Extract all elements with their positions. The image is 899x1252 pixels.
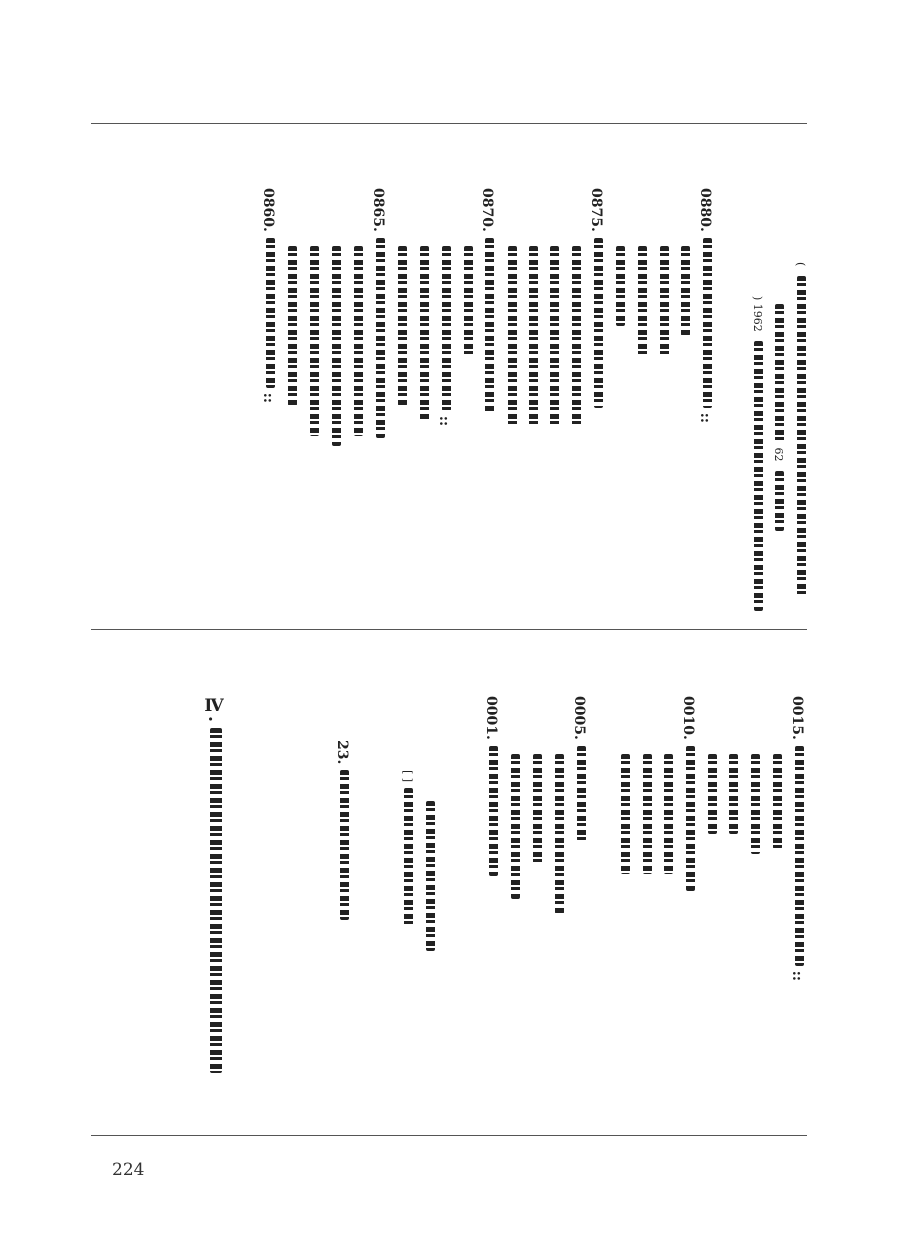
footnote-line-3: ) 1962 bbox=[752, 296, 763, 611]
verse-0012 bbox=[724, 748, 738, 834]
verse-0871 bbox=[503, 240, 517, 426]
verse-0005: 0005. bbox=[572, 696, 586, 841]
verse-0864 bbox=[349, 240, 363, 436]
bottom-rule bbox=[91, 1135, 807, 1136]
verse-0877 bbox=[633, 240, 647, 356]
middle-rule bbox=[91, 629, 807, 630]
verse-0873 bbox=[545, 240, 559, 426]
verse-0865: 0865. bbox=[371, 188, 385, 438]
verse-0878 bbox=[655, 240, 669, 356]
verse-0866 bbox=[393, 240, 407, 406]
footnote-line-1: ( bbox=[795, 262, 806, 596]
footnote-line-2: 62 bbox=[773, 298, 784, 531]
verse-0860: 0860. :: bbox=[260, 188, 276, 404]
verse-0009 bbox=[659, 748, 673, 874]
verse-0867 bbox=[415, 240, 429, 421]
verse-0879 bbox=[676, 240, 690, 336]
verse-0875: 0875. bbox=[589, 188, 603, 408]
verse-0003 bbox=[528, 748, 542, 864]
verse-0004 bbox=[550, 748, 564, 914]
verse-0008 bbox=[638, 748, 652, 874]
attribution-line-1 bbox=[424, 795, 435, 951]
verse-0014 bbox=[768, 748, 782, 849]
verse-0868: :: bbox=[437, 240, 451, 426]
verse-0011 bbox=[703, 748, 717, 834]
top-rule bbox=[91, 123, 807, 124]
verse-0869 bbox=[459, 240, 473, 356]
verse-0013 bbox=[746, 748, 760, 854]
verse-0870: 0870. bbox=[480, 188, 494, 413]
attribution-line-2: [ ] bbox=[402, 770, 413, 928]
section-iv-heading: Ⅳ. bbox=[205, 696, 222, 1073]
verse-0861 bbox=[283, 240, 297, 406]
verse-0862 bbox=[305, 240, 319, 436]
verse-0863 bbox=[327, 240, 341, 446]
verse-0010: 0010. bbox=[681, 696, 695, 891]
verse-0880: 0880. :: bbox=[697, 188, 713, 424]
verse-0007 bbox=[616, 748, 630, 874]
verse-0874 bbox=[567, 240, 581, 426]
verse-0872 bbox=[524, 240, 538, 426]
verse-0015: 0015. :: bbox=[789, 696, 805, 982]
page-number: 224 bbox=[112, 1160, 145, 1180]
verse-0001: 0001. bbox=[484, 696, 498, 876]
verse-0002 bbox=[506, 748, 520, 899]
verse-0876 bbox=[611, 240, 625, 326]
item-23-title: 23. bbox=[335, 740, 349, 920]
